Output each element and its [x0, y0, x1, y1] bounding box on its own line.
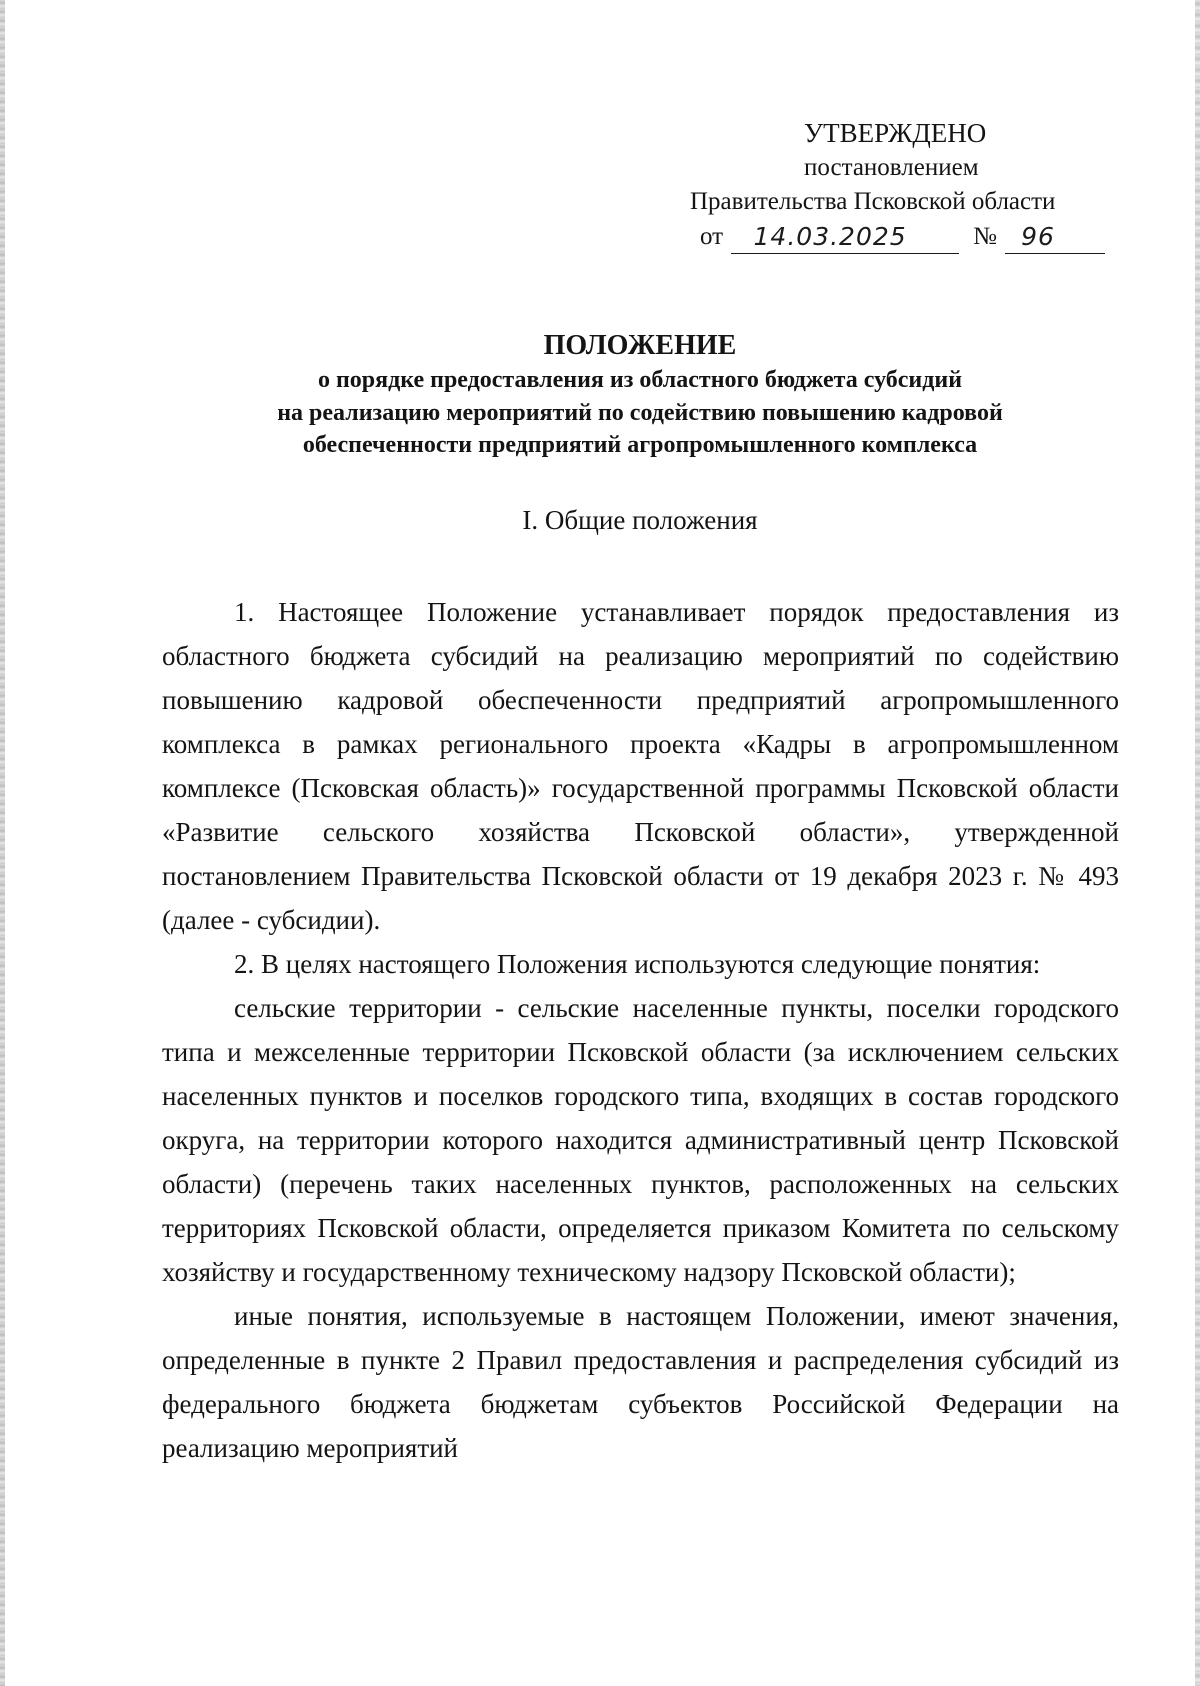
document-body [162, 590, 1119, 1470]
document-subtitle-line-3: обеспеченности предприятий агропромышленного комплекса [302, 432, 978, 458]
approval-date-number-line [700, 220, 1105, 260]
date-field [731, 223, 959, 254]
document-subtitle-line-2: на реализацию мероприятий по содействию повышению кадровой [277, 400, 1003, 426]
document-subtitle-line-1: о порядке предоставления из областного бюджета субсидий [317, 367, 963, 393]
paragraph-4: иные понятия, используемые в настоящем Положении, имеют значения, определенные в пункте 2 Правил предоставления и распределения субсидий из федерального бюджета бюджетам субъектов Российской Федерации на реализацию мероприятий [162, 1301, 1119, 1463]
approval-line-resolution: постановлением [804, 154, 979, 181]
handwritten-date: 14.03.2025 [753, 222, 907, 251]
approval-line-government: Правительства Псковской области [690, 188, 1056, 215]
paragraph-2: 2. В целях настоящего Положения используются следующие понятия: [234, 949, 1041, 979]
handwritten-number: 96 [1021, 222, 1055, 251]
section-heading: I. Общие положения [522, 505, 758, 535]
number-prefix: № [973, 223, 997, 250]
approval-title: УТВЕРЖДЕНО [804, 118, 987, 148]
date-prefix: от [700, 223, 724, 250]
paragraph-3: сельские территории - сельские населенные пункты, поселки городского типа и межселенные территории Псковской области (за исключением сельских населенных пунктов и поселков городского типа, входящих в состав городского округа, на территории которого находится административный центр Псковской области) (перечень таких населенных пунктов, расположенных на сельских территориях Псковской области, определяется приказом Комитета по сельскому хозяйству и государственному техническому надзору Псковской области); [162, 993, 1119, 1287]
paragraph-1: 1. Настоящее Положение устанавливает порядок предоставления из областного бюджета субсидий на реализацию мероприятий по содействию повышению кадровой обеспеченности предприятий агропромышленного комплекса в рамках регионального проекта «Кадры в агропромышленном комплексе (Псковская область)» государственной программы Псковской области «Развитие сельского хозяйства Псковской области», утвержденной постановлением Правительства Псковской области от 19 декабря 2023 г. № 493 (далее - субсидии). [162, 597, 1119, 935]
scan-edge-left [0, 0, 5, 1686]
number-field [1005, 223, 1105, 254]
document-title: ПОЛОЖЕНИЕ [543, 330, 737, 361]
scan-edge-right [1195, 0, 1200, 1686]
